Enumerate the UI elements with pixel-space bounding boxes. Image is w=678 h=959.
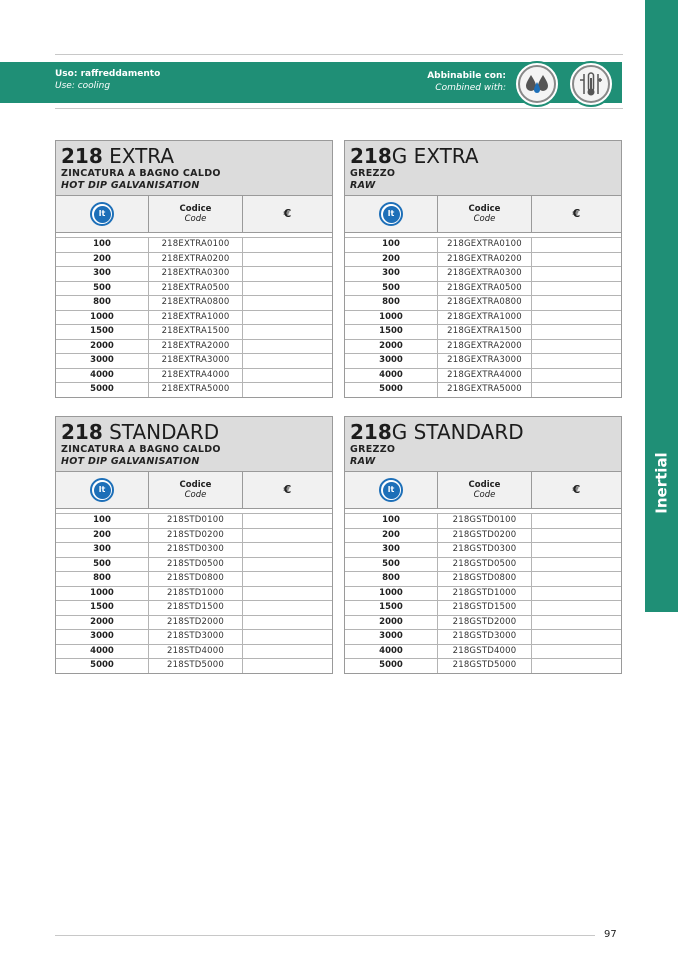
side-tab-corner (645, 576, 678, 612)
panel-title-word: G EXTRA (391, 144, 479, 168)
panel-subtitle-italian: GREZZO (350, 168, 396, 179)
table-header (56, 195, 332, 233)
capacity-header (56, 472, 148, 508)
panel-title (350, 144, 616, 168)
code-cell: 218STD1000 (148, 587, 242, 601)
price-cell (531, 296, 621, 310)
capacity-cell: 4000 (90, 645, 114, 656)
code-cell: 218EXTRA0100 (148, 238, 242, 252)
table-header (56, 471, 332, 509)
banner-bottom-rule (55, 108, 623, 109)
table-row (345, 557, 621, 572)
capacity-cell: 1500 (90, 326, 114, 336)
capacity-cell: 3000 (90, 631, 114, 641)
liters-icon: lt (379, 202, 403, 226)
price-cell (242, 616, 332, 630)
capacity-cell: 1000 (379, 311, 403, 322)
panel-title (61, 144, 327, 168)
product-panel (344, 140, 622, 398)
code-cell: 218GSTD0800 (437, 572, 531, 586)
capacity-cell: 4000 (379, 645, 403, 656)
code-cell: 218GSTD5000 (437, 659, 531, 673)
table-row (345, 542, 621, 557)
table-row (56, 586, 332, 601)
capacity-cell: 2000 (90, 616, 114, 627)
panel-title (61, 420, 327, 444)
price-header (531, 472, 621, 508)
combined-english: Combined with: (435, 83, 506, 93)
panel-title (350, 420, 616, 444)
capacity-cell: 200 (93, 253, 111, 264)
capacity-cell: 500 (93, 282, 111, 293)
capacity-cell: 3000 (379, 355, 403, 365)
code-header (148, 196, 242, 232)
table-row (56, 571, 332, 586)
table-row (345, 353, 621, 368)
banner-combined (420, 70, 506, 94)
capacity-cell: 100 (382, 515, 400, 525)
capacity-cell: 800 (93, 297, 111, 307)
code-header-italian: Codice (468, 480, 501, 490)
table-row (56, 658, 332, 673)
code-cell: 218STD0200 (148, 529, 242, 543)
table-row (56, 557, 332, 572)
footer-rule (55, 935, 595, 936)
table-row (345, 266, 621, 281)
table-row (345, 658, 621, 673)
capacity-cell: 1500 (379, 602, 403, 612)
table-row (56, 339, 332, 354)
table-row (56, 513, 332, 528)
table-row (345, 324, 621, 339)
code-cell: 218GSTD3000 (437, 630, 531, 644)
code-cell: 218STD4000 (148, 645, 242, 659)
price-cell (531, 587, 621, 601)
code-cell: 218EXTRA5000 (148, 383, 242, 397)
code-cell: 218GEXTRA0100 (437, 238, 531, 252)
capacity-cell: 1000 (379, 587, 403, 598)
code-cell: 218STD3000 (148, 630, 242, 644)
liters-icon: lt (379, 478, 403, 502)
panel-header (345, 141, 621, 195)
code-header (148, 472, 242, 508)
table-row (345, 339, 621, 354)
panel-title-word: G STANDARD (391, 420, 524, 444)
code-header-italian: Codice (179, 204, 212, 214)
code-cell: 218GSTD0500 (437, 558, 531, 572)
table-row (56, 528, 332, 543)
table-row (345, 281, 621, 296)
code-cell: 218GEXTRA1500 (437, 325, 531, 339)
price-header (531, 196, 621, 232)
code-header (437, 472, 531, 508)
table-header (345, 471, 621, 509)
price-cell (242, 659, 332, 673)
panel-subtitle-italian: GREZZO (350, 444, 396, 455)
capacity-cell: 5000 (90, 384, 114, 394)
price-cell (242, 282, 332, 296)
capacity-cell: 300 (382, 544, 400, 554)
page-number: 97 (604, 929, 617, 940)
capacity-cell: 4000 (379, 369, 403, 380)
price-cell (242, 325, 332, 339)
code-cell: 218EXTRA1000 (148, 311, 242, 325)
price-cell (531, 645, 621, 659)
capacity-cell: 100 (93, 239, 111, 249)
capacity-cell: 1500 (90, 602, 114, 612)
code-cell: 218GSTD0200 (437, 529, 531, 543)
code-cell: 218GSTD1500 (437, 601, 531, 615)
price-cell (531, 630, 621, 644)
price-cell (531, 514, 621, 528)
code-cell: 218STD1500 (148, 601, 242, 615)
banner-use (55, 68, 160, 92)
capacity-header (345, 472, 437, 508)
table-row (56, 310, 332, 325)
price-cell (531, 253, 621, 267)
code-cell: 218EXTRA1500 (148, 325, 242, 339)
code-header-english: Code (184, 490, 207, 500)
code-cell: 218GEXTRA0300 (437, 267, 531, 281)
panel-subtitle-english: RAW (350, 180, 376, 191)
table-row (56, 644, 332, 659)
code-cell: 218EXTRA2000 (148, 340, 242, 354)
code-cell: 218GEXTRA0200 (437, 253, 531, 267)
panel-subtitle-italian: ZINCATURA A BAGNO CALDO (61, 168, 221, 179)
euro-symbol: € (572, 207, 581, 220)
product-panel (344, 416, 622, 674)
table-row (345, 629, 621, 644)
panel-title-number: 218 (350, 420, 392, 444)
price-cell (531, 311, 621, 325)
price-cell (531, 238, 621, 252)
capacity-cell: 5000 (90, 660, 114, 670)
liters-icon: lt (90, 202, 114, 226)
price-cell (531, 601, 621, 615)
price-cell (242, 543, 332, 557)
capacity-cell: 2000 (379, 340, 403, 351)
table-row (345, 615, 621, 630)
capacity-cell: 100 (382, 239, 400, 249)
code-cell: 218GSTD2000 (437, 616, 531, 630)
table-row (56, 368, 332, 383)
panel-title-word: EXTRA (102, 144, 175, 168)
price-cell (531, 529, 621, 543)
price-cell (242, 253, 332, 267)
top-rule (55, 54, 623, 55)
capacity-cell: 5000 (379, 384, 403, 394)
code-cell: 218EXTRA4000 (148, 369, 242, 383)
code-cell: 218STD0800 (148, 572, 242, 586)
table-row (56, 542, 332, 557)
capacity-cell: 5000 (379, 660, 403, 670)
price-cell (531, 340, 621, 354)
price-cell (242, 267, 332, 281)
panel-header (345, 417, 621, 471)
code-cell: 218EXTRA0300 (148, 267, 242, 281)
capacity-cell: 3000 (379, 631, 403, 641)
capacity-cell: 800 (93, 573, 111, 583)
euro-symbol: € (283, 483, 292, 496)
table-row (345, 644, 621, 659)
price-cell (242, 238, 332, 252)
panel-header (56, 141, 332, 195)
code-header-italian: Codice (179, 480, 212, 490)
thermometer-icon (568, 61, 614, 107)
code-cell: 218GSTD1000 (437, 587, 531, 601)
code-cell: 218GEXTRA1000 (437, 311, 531, 325)
table-header (345, 195, 621, 233)
price-cell (242, 383, 332, 397)
price-cell (242, 369, 332, 383)
table-row (56, 281, 332, 296)
capacity-cell: 800 (382, 573, 400, 583)
panel-subtitle-english: RAW (350, 456, 376, 467)
table-row (56, 600, 332, 615)
price-cell (531, 616, 621, 630)
code-cell: 218GEXTRA3000 (437, 354, 531, 368)
table-row (345, 310, 621, 325)
code-cell: 218GEXTRA0800 (437, 296, 531, 310)
panel-title-word: STANDARD (102, 420, 220, 444)
side-tab (645, 0, 678, 612)
price-cell (531, 383, 621, 397)
capacity-cell: 200 (382, 529, 400, 540)
capacity-cell: 1000 (90, 311, 114, 322)
liters-icon: lt (90, 478, 114, 502)
code-cell: 218STD0300 (148, 543, 242, 557)
price-cell (242, 587, 332, 601)
table-row (56, 252, 332, 267)
code-cell: 218GEXTRA4000 (437, 369, 531, 383)
capacity-cell: 100 (93, 515, 111, 525)
price-header (242, 196, 332, 232)
table-row (56, 266, 332, 281)
table-row (345, 571, 621, 586)
price-cell (242, 354, 332, 368)
price-cell (531, 267, 621, 281)
capacity-cell: 500 (382, 282, 400, 293)
price-cell (531, 558, 621, 572)
capacity-header (56, 196, 148, 232)
code-cell: 218GEXTRA2000 (437, 340, 531, 354)
table-row (345, 295, 621, 310)
table-row (345, 382, 621, 397)
panel-subtitle-english: HOT DIP GALVANISATION (61, 180, 200, 191)
price-cell (242, 572, 332, 586)
price-cell (242, 601, 332, 615)
capacity-cell: 200 (382, 253, 400, 264)
price-cell (242, 529, 332, 543)
table-row (56, 615, 332, 630)
code-cell: 218GEXTRA5000 (437, 383, 531, 397)
code-header-english: Code (473, 490, 496, 500)
price-cell (242, 630, 332, 644)
panel-title-number: 218 (61, 420, 103, 444)
price-cell (531, 659, 621, 673)
table-row (56, 295, 332, 310)
price-cell (242, 514, 332, 528)
table-row (345, 252, 621, 267)
table-row (56, 237, 332, 252)
panel-title-number: 218 (61, 144, 103, 168)
price-cell (531, 282, 621, 296)
code-header-english: Code (473, 214, 496, 224)
table-row (56, 382, 332, 397)
product-panel (55, 140, 333, 398)
panel-title-number: 218 (350, 144, 392, 168)
code-cell: 218EXTRA0500 (148, 282, 242, 296)
code-cell: 218GSTD0100 (437, 514, 531, 528)
code-cell: 218GEXTRA0500 (437, 282, 531, 296)
code-header-english: Code (184, 214, 207, 224)
capacity-header (345, 196, 437, 232)
capacity-cell: 2000 (379, 616, 403, 627)
code-cell: 218EXTRA3000 (148, 354, 242, 368)
code-cell: 218STD0500 (148, 558, 242, 572)
code-cell: 218STD5000 (148, 659, 242, 673)
side-tab-label: Inertial (653, 452, 671, 514)
capacity-cell: 4000 (90, 369, 114, 380)
price-cell (242, 296, 332, 310)
table-row (56, 353, 332, 368)
table-row (345, 528, 621, 543)
code-cell: 218EXTRA0800 (148, 296, 242, 310)
code-cell: 218STD2000 (148, 616, 242, 630)
price-cell (531, 325, 621, 339)
euro-symbol: € (283, 207, 292, 220)
capacity-cell: 1500 (379, 326, 403, 336)
use-english: Use: cooling (55, 81, 111, 91)
capacity-cell: 800 (382, 297, 400, 307)
code-header (437, 196, 531, 232)
code-cell: 218EXTRA0200 (148, 253, 242, 267)
capacity-cell: 300 (93, 544, 111, 554)
product-panel (55, 416, 333, 674)
capacity-cell: 1000 (90, 587, 114, 598)
price-cell (531, 572, 621, 586)
panel-subtitle-italian: ZINCATURA A BAGNO CALDO (61, 444, 221, 455)
capacity-cell: 500 (93, 558, 111, 569)
use-italian: Uso: raffreddamento (55, 69, 161, 79)
capacity-cell: 200 (93, 529, 111, 540)
combined-italian: Abbinabile con: (427, 71, 506, 81)
table-row (345, 237, 621, 252)
water-drops-icon (514, 61, 560, 107)
price-cell (242, 311, 332, 325)
capacity-cell: 2000 (90, 340, 114, 351)
price-cell (242, 558, 332, 572)
capacity-cell: 300 (382, 268, 400, 278)
code-cell: 218GSTD4000 (437, 645, 531, 659)
capacity-cell: 3000 (90, 355, 114, 365)
price-cell (531, 369, 621, 383)
table-row (56, 324, 332, 339)
code-cell: 218STD0100 (148, 514, 242, 528)
panel-header (56, 417, 332, 471)
capacity-cell: 300 (93, 268, 111, 278)
table-row (345, 513, 621, 528)
price-cell (242, 645, 332, 659)
price-cell (531, 543, 621, 557)
price-cell (531, 354, 621, 368)
price-header (242, 472, 332, 508)
table-row (56, 629, 332, 644)
code-cell: 218GSTD0300 (437, 543, 531, 557)
table-row (345, 600, 621, 615)
panel-subtitle-english: HOT DIP GALVANISATION (61, 456, 200, 467)
price-cell (242, 340, 332, 354)
table-row (345, 368, 621, 383)
code-header-italian: Codice (468, 204, 501, 214)
euro-symbol: € (572, 483, 581, 496)
capacity-cell: 500 (382, 558, 400, 569)
table-row (345, 586, 621, 601)
